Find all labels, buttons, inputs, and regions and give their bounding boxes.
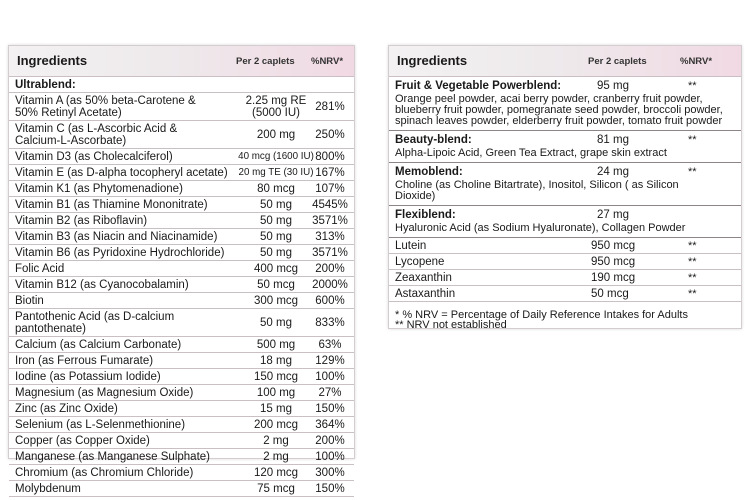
blend-section [389, 77, 741, 131]
ingredient-name: pantothenate) [15, 323, 86, 335]
ingredient-name: Copper (as Copper Oxide) [15, 435, 150, 447]
table-row [9, 433, 354, 449]
ingredient-name: Vitamin B6 (as Pyridoxine Hydrochloride) [15, 247, 225, 259]
ingredient-nrv: 300% [315, 467, 345, 479]
left-header-title: Ingredients [17, 53, 88, 68]
ingredient-name: Zinc (as Zinc Oxide) [15, 403, 118, 415]
table-row [389, 238, 741, 254]
blend-description: spinach leaves powder, elderberry fruit powder, tomato fruit powder [395, 115, 723, 127]
blend-description: blueberry fruit powder, pomegranate seed powder, broccoli powder, [395, 104, 723, 116]
table-row [9, 93, 354, 121]
table-row [9, 149, 354, 165]
ingredient-nrv: 200% [315, 435, 345, 447]
ingredient-amount: 2.25 mg RE [245, 95, 307, 107]
table-row [9, 353, 354, 369]
blend-section [389, 206, 741, 238]
table-row [389, 254, 741, 270]
blend-section [389, 131, 741, 163]
blend-title: Fruit & Vegetable Powerblend: [395, 80, 562, 92]
ingredient-nrv: 27% [318, 387, 342, 399]
ingredient-amount: 50 mcg [257, 279, 295, 291]
ingredient-nrv: 833% [315, 317, 345, 329]
ingredient-nrv: 63% [318, 339, 342, 351]
ingredient-name: Vitamin B2 (as Riboflavin) [15, 215, 148, 227]
ingredient-amount: 950 mcg [591, 240, 636, 252]
blend-amount: 95 mg [597, 80, 629, 92]
ingredient-name: Molybdenum [15, 483, 81, 495]
blend-description: Orange peel powder, acai berry powder, cranberry fruit powder, [395, 93, 703, 105]
blend-amount: 81 mg [597, 134, 629, 146]
ingredient-nrv: ** [688, 288, 697, 300]
ingredient-nrv: ** [688, 256, 697, 268]
blend-description: Choline (as Choline Bitartrate), Inositol, Silicon ( as Silicon [395, 179, 679, 191]
ingredient-amount: 200 mcg [253, 419, 299, 431]
ingredient-amount: 500 mg [256, 339, 296, 351]
ingredient-amount: 2 mg [263, 451, 289, 463]
ingredient-name: Astaxanthin [395, 288, 456, 300]
table-row [9, 449, 354, 465]
ingredient-nrv: ** [688, 272, 697, 284]
ingredient-name: Selenium (as L-Selenmethionine) [15, 419, 186, 431]
table-row [9, 481, 354, 497]
ingredient-name: Vitamin B3 (as Niacin and Niacinamide) [15, 231, 218, 243]
ingredient-amount: 150 mcg [253, 371, 299, 383]
ingredient-nrv: 129% [315, 355, 345, 367]
table-row [9, 277, 354, 293]
ingredient-amount: 50 mcg [591, 288, 629, 300]
footnotes [389, 302, 741, 332]
ingredient-amount: 15 mg [260, 403, 292, 415]
table-row [9, 385, 354, 401]
table-row [9, 369, 354, 385]
ultrablend-section-title: Ultrablend: [15, 79, 76, 91]
left-table-body [9, 93, 354, 497]
ingredient-amount: 200 mg [256, 129, 296, 141]
ingredient-nrv: 107% [315, 183, 345, 195]
table-row [9, 337, 354, 353]
ingredient-nrv: 100% [315, 371, 345, 383]
ingredient-name: Vitamin E (as D-alpha tocopheryl acetate) [15, 167, 228, 179]
ingredient-amount: 190 mcg [591, 272, 636, 284]
ingredient-nrv: 313% [315, 231, 345, 243]
ingredient-name: Vitamin D3 (as Cholecalciferol) [15, 151, 173, 163]
table-row [9, 181, 354, 197]
ingredient-nrv: 3571% [312, 247, 348, 259]
ingredient-name: Folic Acid [15, 263, 65, 275]
blend-amount: 24 mg [597, 166, 629, 178]
right-header-nrv: %NRV* [680, 56, 713, 67]
ingredient-amount: 40 mcg (1600 IU) [238, 151, 314, 162]
ingredient-amount: 20 mg TE (30 IU) [238, 167, 314, 178]
table-row [9, 165, 354, 181]
ingredient-name: Zeaxanthin [395, 272, 452, 284]
ingredient-amount: 50 mg [260, 231, 292, 243]
ingredient-amount: 75 mcg [257, 483, 295, 495]
ingredient-nrv: 150% [315, 403, 345, 415]
ingredient-nrv: 200% [315, 263, 345, 275]
ingredient-nrv: 3571% [312, 215, 348, 227]
left-header-amount: Per 2 caplets [236, 56, 295, 67]
right-table-header [389, 46, 741, 77]
ingredient-amount: 50 mg [260, 199, 292, 211]
ingredient-amount: 400 mcg [253, 263, 299, 275]
footnote-text: * % NRV = Percentage of Daily Reference Intakes for Adults [395, 309, 688, 321]
ingredient-nrv: 4545% [312, 199, 348, 211]
table-row [9, 213, 354, 229]
left-header-nrv: %NRV* [311, 56, 344, 67]
ingredient-name: Biotin [15, 295, 44, 307]
ingredient-name: Iron (as Ferrous Fumarate) [15, 355, 154, 367]
ingredient-name: Manganese (as Manganese Sulphate) [15, 451, 210, 463]
ingredient-name: Lutein [395, 240, 427, 252]
table-row [389, 286, 741, 302]
ingredient-name: Vitamin K1 (as Phytomenadione) [15, 183, 183, 195]
ingredient-nrv: 167% [315, 167, 345, 179]
ingredient-name: Iodine (as Potassium Iodide) [15, 371, 161, 383]
ingredient-amount: 120 mcg [253, 467, 299, 479]
ingredient-name: Calcium-L-Ascorbate) [15, 135, 127, 147]
ingredient-amount: 50 mg [260, 215, 292, 227]
blend-amount: 27 mg [597, 209, 629, 221]
ingredient-nrv: 600% [315, 295, 345, 307]
footnote-text: ** NRV not established [395, 319, 507, 331]
blend-section [389, 163, 741, 206]
table-row [389, 270, 741, 286]
ingredient-amount: 300 mcg [253, 295, 299, 307]
blend-title: Flexiblend: [395, 209, 456, 221]
blend-title: Memoblend: [395, 166, 463, 178]
blend-description: Dioxide) [395, 190, 436, 202]
ingredient-amount: (5000 IU) [252, 107, 300, 119]
ingredient-nrv: 364% [315, 419, 345, 431]
blend-description: Alpha-Lipoic Acid, Green Tea Extract, grape skin extract [395, 147, 667, 159]
ingredient-amount: 950 mcg [591, 256, 636, 268]
ingredient-name: Calcium (as Calcium Carbonate) [15, 339, 182, 351]
ingredient-amount: 50 mg [260, 247, 292, 259]
right-header-amount: Per 2 caplets [588, 56, 647, 67]
ingredient-amount: 80 mcg [257, 183, 295, 195]
ingredient-name: Vitamin C (as L-Ascorbic Acid & [15, 123, 178, 135]
table-row [9, 465, 354, 481]
ingredient-name: Vitamin B12 (as Cyanocobalamin) [15, 279, 189, 291]
table-row [9, 309, 354, 337]
carotenoids-list [389, 238, 741, 302]
ultrablend-ingredients-panel [8, 45, 355, 495]
ingredient-nrv: 150% [315, 483, 345, 495]
table-row [9, 121, 354, 149]
table-row [9, 229, 354, 245]
ingredient-name: Lycopene [395, 256, 445, 268]
blend-nrv: ** [688, 134, 697, 146]
ingredient-nrv: 2000% [312, 279, 348, 291]
ingredient-name: Vitamin A (as 50% beta-Carotene & [15, 95, 196, 107]
ingredient-nrv: 100% [315, 451, 345, 463]
ingredient-name: Magnesium (as Magnesium Oxide) [15, 387, 194, 399]
blends-ingredients-panel [388, 45, 742, 329]
table-row [9, 245, 354, 261]
ingredient-amount: 100 mg [256, 387, 296, 399]
ingredient-name: Chromium (as Chromium Chloride) [15, 467, 194, 479]
ingredient-nrv: ** [688, 240, 697, 252]
ingredient-name: Vitamin B1 (as Thiamine Mononitrate) [15, 199, 208, 211]
left-table-header [9, 46, 354, 77]
blend-nrv: ** [688, 80, 697, 92]
table-row [9, 417, 354, 433]
blend-title: Beauty-blend: [395, 134, 472, 146]
ingredient-amount: 2 mg [263, 435, 289, 447]
ingredient-name: Pantothenic Acid (as D-calcium [15, 311, 175, 323]
table-row [9, 197, 354, 213]
ingredient-nrv: 281% [315, 101, 345, 113]
table-row [9, 401, 354, 417]
ingredient-amount: 50 mg [260, 317, 292, 329]
table-row [9, 293, 354, 309]
right-header-title: Ingredients [397, 53, 468, 68]
ingredient-name: 50% Retinyl Acetate) [15, 107, 122, 119]
ultrablend-section-row [9, 77, 354, 93]
blend-nrv: ** [688, 166, 697, 178]
ingredient-nrv: 250% [315, 129, 345, 141]
blends-list [389, 77, 741, 238]
blend-description: Hyaluronic Acid (as Sodium Hyaluronate), Collagen Powder [395, 222, 686, 234]
ingredient-amount: 18 mg [260, 355, 292, 367]
table-row [9, 261, 354, 277]
ingredient-nrv: 800% [315, 151, 345, 163]
